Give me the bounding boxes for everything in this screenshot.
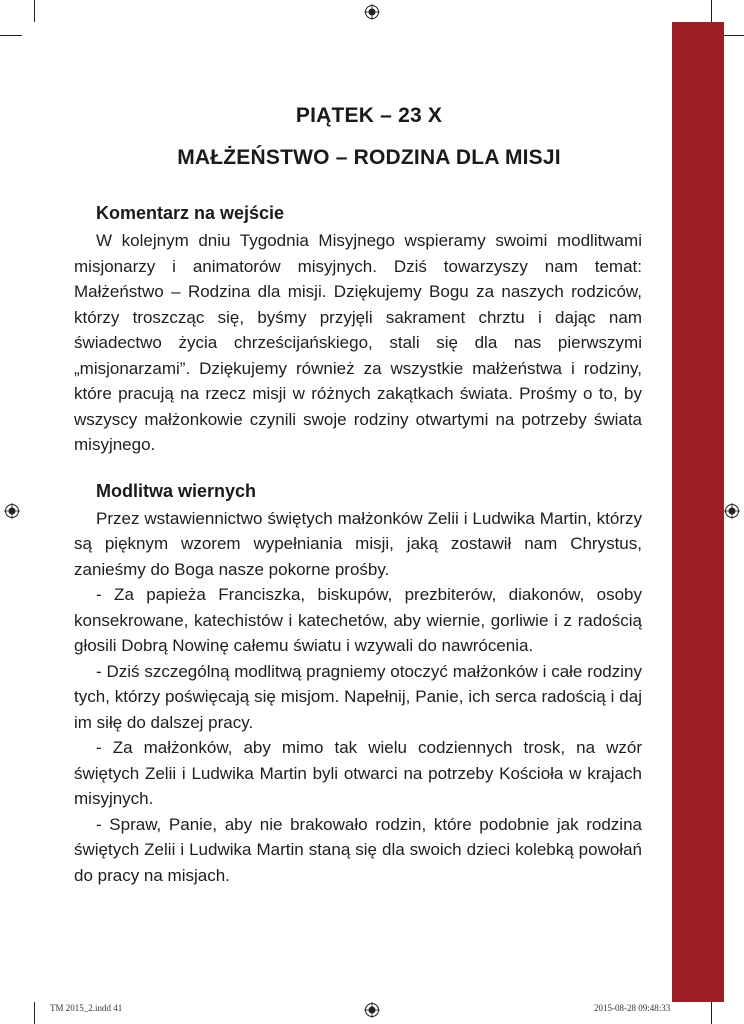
section-heading-prayer: Modlitwa wiernych [96, 480, 257, 501]
petition-item: - Dziś szczególną modlitwą pragniemy otoczyć małżonków i całe rodziny tych, którzy poświęcają się misjom. Napełnij, Panie, ich serca radością i daj im siłę do dalszej pracy. [74, 661, 642, 732]
crop-mark [34, 0, 35, 22]
registration-mark-icon [4, 503, 20, 519]
registration-mark-icon [724, 503, 740, 519]
crop-mark [0, 35, 22, 36]
petition-item: - Spraw, Panie, aby nie brakowało rodzin, które podobnie jak rodzina świętych Zelii i Ludwika Martin staną się dla swoich dzieci kolebką powołań do pracy na misjach. [74, 814, 642, 885]
crop-mark [722, 35, 744, 36]
crop-mark [711, 1002, 712, 1024]
crop-mark [711, 0, 712, 22]
side-color-band [672, 22, 724, 1002]
section-heading-comment: Komentarz na wejście [96, 203, 285, 223]
section-spacer [74, 458, 642, 476]
page-subtitle: MAŁŻEŃSTWO – RODZINA DLA MISJI [177, 146, 561, 169]
petition-item: - Za małżonków, aby mimo tak wielu codziennych trosk, na wzór świętych Zelii i Ludwika Martin byli otwarci na potrzeby Kościoła w krajach misyjnych. [74, 738, 642, 808]
registration-mark-icon [364, 4, 380, 20]
petition-item: - Za papieża Franciszka, biskupów, prezbiterów, diakonów, osoby konsekrowane, katechistów i katechetów, aby wiernie, gorliwie i z radością głosili Dobrą Nowinę całemu światu i wzywali do nawrócenia. [74, 585, 642, 655]
page-title: PIĄTEK – 23 X [295, 104, 443, 127]
crop-mark [34, 1002, 35, 1024]
main-content [74, 198, 642, 888]
comment-paragraph: W kolejnym dniu Tygodnia Misyjnego wspieramy swoimi modlitwami misjonarzy i animatorów misyjnych. Dziś towarzyszy nam temat: Małżeństwo – Rodzina dla misji. Dziękujemy Bogu za naszych rodziców, którzy troszcząc się, byśmy przyjęli sakrament chrztu i dając nam świadectwo życia chrześcijańskiego, stali się dla nas pierwszymi „misjonarzami”. Dziękujemy również za wszystkie małżeństwa i rodziny, które pracują na rzecz misji w różnych zakątkach świata. Prośmy o to, by wszyscy małżonkowie czynili swoje rodziny otwartymi na potrzeby świata misyjnego. [74, 231, 642, 454]
registration-mark-icon [364, 1002, 380, 1018]
footer-timestamp: 2015-08-28 09:48:33 [594, 1003, 671, 1013]
prayer-intro: Przez wstawiennictwo świętych małżonków Zelii i Ludwika Martin, którzy są pięknym wzorem wypełniania misji, jaką zostawił nam Chrystus, zanieśmy do Boga nasze pokorne prośby. [74, 508, 642, 579]
footer-file-info: TM 2015_2.indd 41 [50, 1003, 123, 1013]
